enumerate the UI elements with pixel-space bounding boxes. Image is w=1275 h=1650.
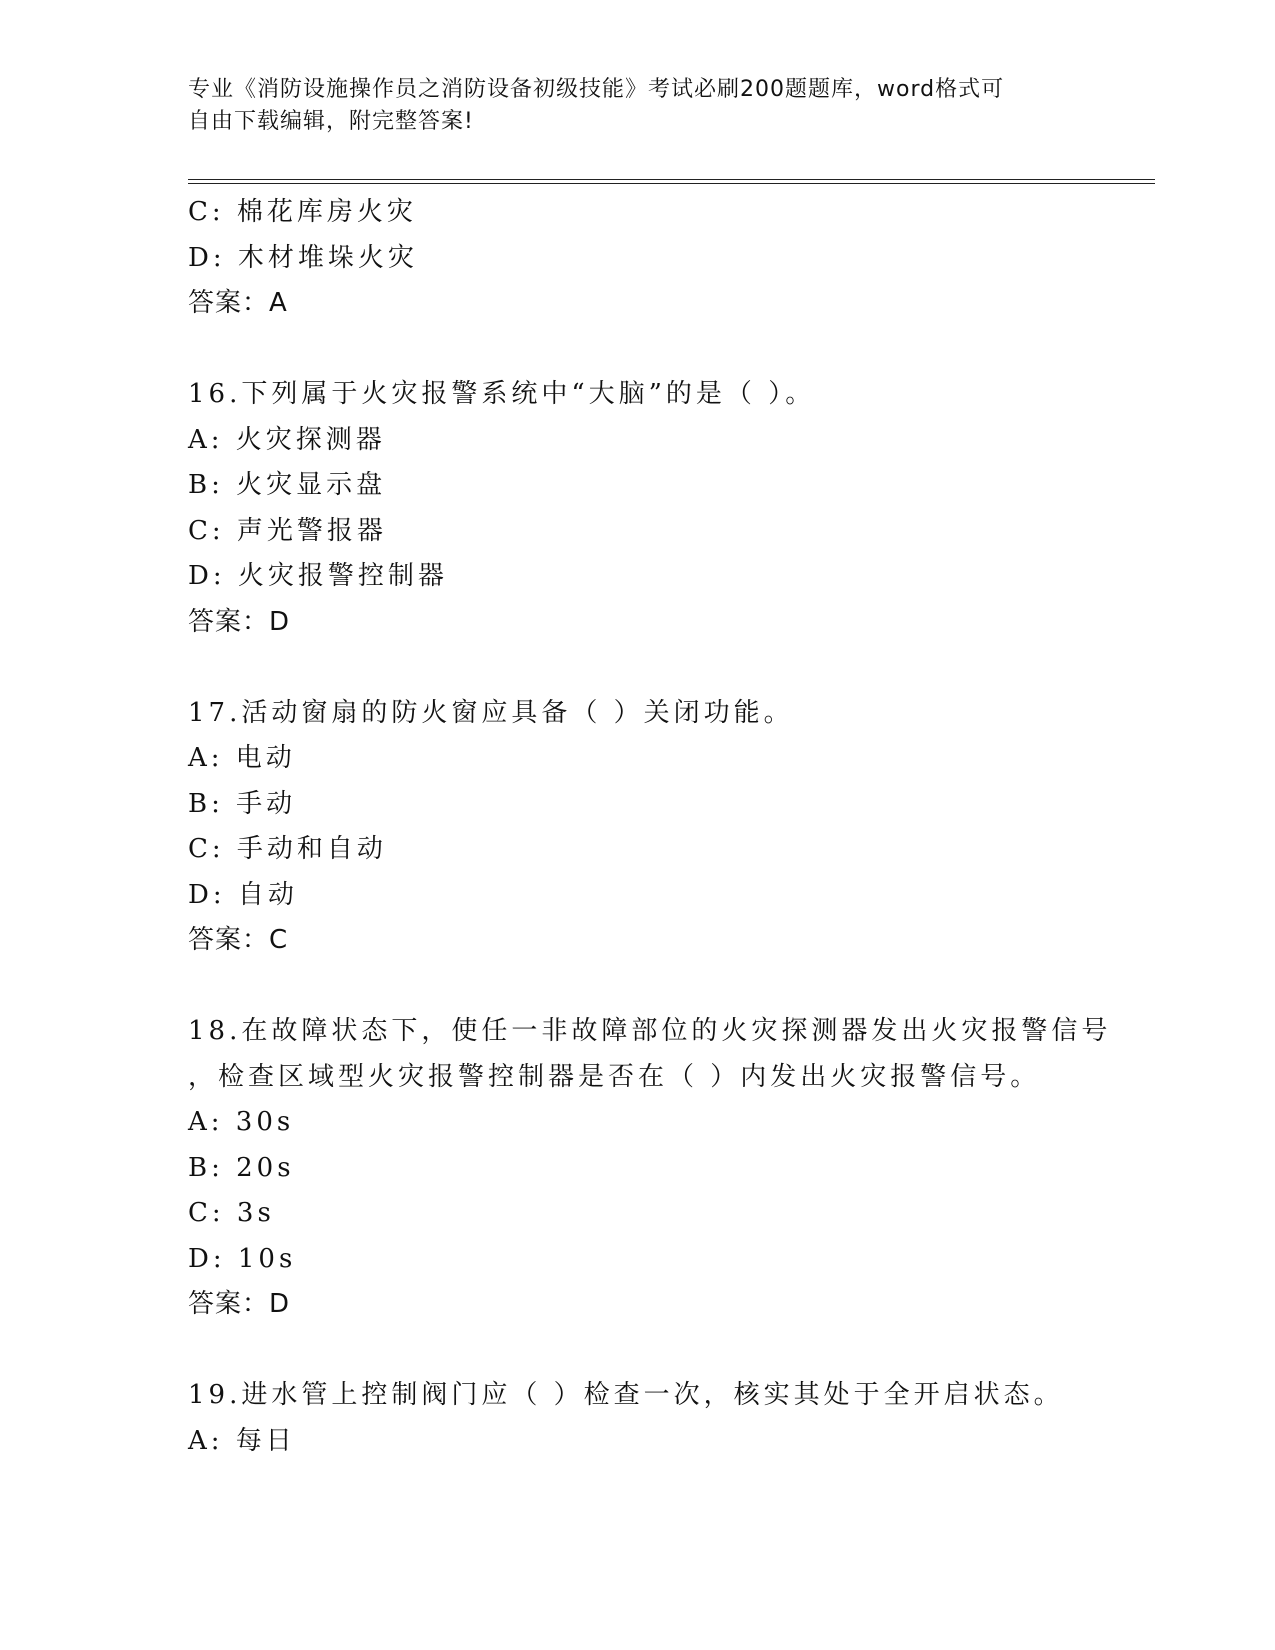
option-line: A: 火灾探测器 — [188, 424, 386, 455]
option-line: B: 手动 — [188, 788, 297, 819]
option-line: A: 每日 — [188, 1425, 296, 1456]
answer-line: 答案：C — [188, 925, 289, 955]
option-line: A: 电动 — [188, 743, 296, 773]
option-line: C: 声光警报器 — [188, 515, 387, 546]
option-line: B: 20s — [188, 1152, 295, 1183]
spacer — [188, 964, 1148, 1010]
header-divider-bottom — [188, 183, 1155, 184]
question-list — [188, 190, 1148, 1464]
option-line: D: 木材堆垛火灾 — [188, 242, 418, 273]
spacer — [188, 1328, 1148, 1374]
question-text: 17.活动窗扇的防火窗应具备（ ）关闭功能。 — [188, 697, 794, 728]
option-line: D: 自动 — [188, 879, 298, 910]
document-header — [188, 74, 1068, 138]
answer-line: 答案：D — [188, 1289, 291, 1319]
question-text: 18.在故障状态下，使任一非故障部位的火灾探测器发出火灾报警信号 — [188, 1016, 1112, 1046]
header-divider-top — [188, 179, 1155, 180]
option-line: C: 3s — [188, 1198, 275, 1228]
option-line: B: 火灾显示盘 — [188, 470, 387, 500]
option-line: ，检查区域型火灾报警控制器是否在（ ）内发出火灾报警信号。 — [188, 1061, 1041, 1092]
option-line: A: 30s — [188, 1107, 295, 1137]
header-line-2: 自由下载编辑，附完整答案! — [188, 109, 474, 134]
option-line: D: 10s — [188, 1243, 297, 1274]
spacer — [188, 645, 1148, 691]
question-text: 16.下列属于火灾报警系统中“大脑”的是（ ）。 — [188, 379, 816, 409]
spacer — [188, 327, 1148, 373]
option-line: C: 手动和自动 — [188, 834, 387, 864]
option-line: D: 火灾报警控制器 — [188, 561, 448, 591]
answer-line: 答案：D — [188, 606, 291, 637]
option-line: C: 棉花库房火灾 — [188, 197, 417, 227]
answer-line: 答案：A — [188, 288, 288, 318]
question-text: 19.进水管上控制阀门应（ ）检查一次，核实其处于全开启状态。 — [188, 1380, 1064, 1410]
header-line-1: 专业《消防设施操作员之消防设备初级技能》考试必刷200题题库，word格式可 — [188, 77, 1005, 102]
